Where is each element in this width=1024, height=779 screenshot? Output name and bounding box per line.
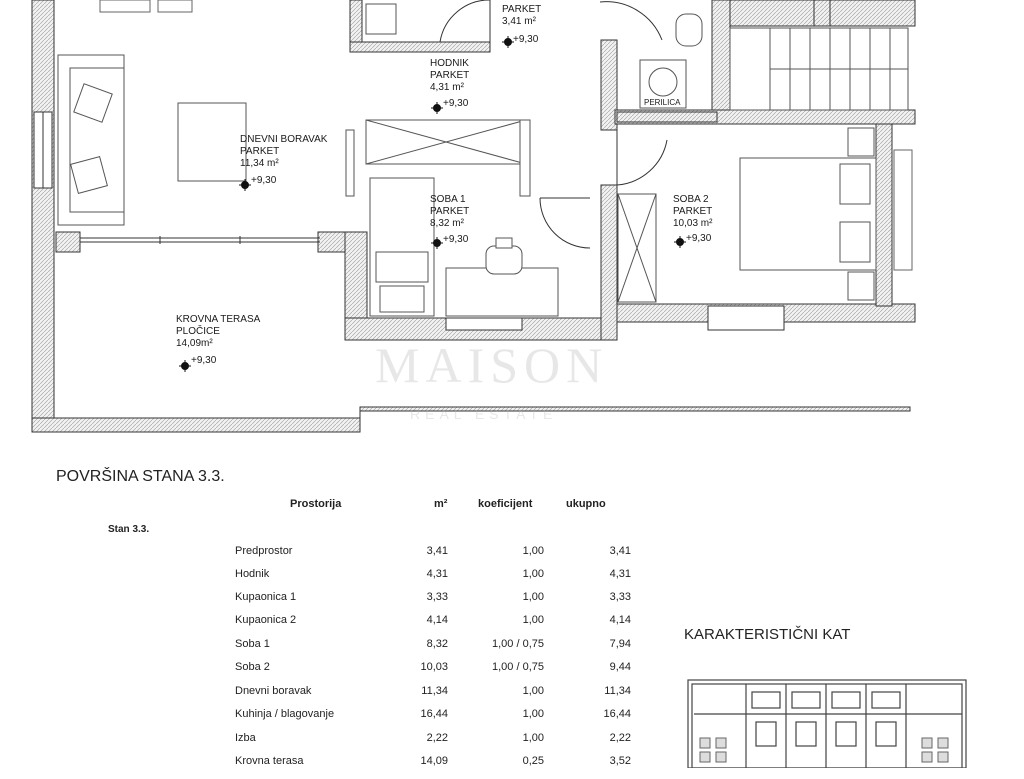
room-dnevni-label: DNEVNI BORAVAK PARKET 11,34 m² xyxy=(240,134,328,169)
coffee-table xyxy=(178,103,246,181)
window-soba1 xyxy=(446,318,522,330)
staircase xyxy=(730,28,908,110)
cell-total: 9,44 xyxy=(609,661,631,673)
wall-soba2-right xyxy=(876,124,892,306)
cell-total: 4,31 xyxy=(609,568,631,580)
window-left xyxy=(34,112,52,188)
col-header-room: Prostorija xyxy=(290,498,342,510)
cell-total: 11,34 xyxy=(604,685,631,697)
sofa xyxy=(58,55,124,225)
cell-total: 3,52 xyxy=(609,755,631,767)
cell-coef: 1,00 / 0,75 xyxy=(492,661,544,673)
wall-bath2 xyxy=(712,0,730,120)
door-hall xyxy=(617,130,667,185)
wall-stair-left xyxy=(814,0,830,26)
col-header-coef: koeficijent xyxy=(478,498,533,510)
room-soba2-level: +9,30 xyxy=(686,233,712,244)
cell-room: Dnevni boravak xyxy=(235,685,312,697)
wall-soba1-soba2 xyxy=(601,185,617,340)
cell-m2: 2,22 xyxy=(426,732,448,744)
desk-soba1 xyxy=(446,268,558,316)
cell-room: Kuhinja / blagovanje xyxy=(235,708,335,720)
cell-m2: 3,33 xyxy=(426,591,448,603)
table-title: POVRŠINA STANA 3.3. xyxy=(56,468,225,485)
cell-m2: 14,09 xyxy=(420,755,448,767)
cell-m2: 8,32 xyxy=(426,638,448,650)
table-row xyxy=(0,638,1024,662)
cell-coef: 0,25 xyxy=(522,755,544,767)
wall-terrace-right-stub xyxy=(318,232,348,252)
cell-coef: 1,00 xyxy=(522,568,544,580)
wall-terrace-left-stub xyxy=(56,232,80,252)
cell-m2: 4,31 xyxy=(426,568,448,580)
room-terasa-label: KROVNA TERASA PLOČICE 14,09m² xyxy=(176,314,261,349)
col-header-total: ukupno xyxy=(566,498,606,510)
room-soba1-level: +9,30 xyxy=(443,234,469,245)
table-row xyxy=(0,568,1024,592)
cell-room: Krovna terasa xyxy=(235,755,304,767)
cell-total: 16,44 xyxy=(603,708,631,720)
table-row xyxy=(0,545,1024,569)
cell-room: Hodnik xyxy=(235,568,270,580)
cell-total: 2,22 xyxy=(609,732,631,744)
cell-room: Izba xyxy=(235,732,256,744)
watermark-subtitle: REAL ESTATE xyxy=(410,406,558,422)
sliding-door-terrace xyxy=(80,236,320,244)
cell-m2: 3,41 xyxy=(426,545,448,557)
room-soba2-label: SOBA 2 PARKET 10,03 m² xyxy=(673,194,713,229)
cell-coef: 1,00 xyxy=(522,732,544,744)
door-predprostor xyxy=(600,2,662,40)
wardrobe-soba2 xyxy=(618,194,656,302)
cell-m2: 11,34 xyxy=(421,685,448,697)
room-hodnik-label: HODNIK PARKET 4,31 m² xyxy=(430,58,470,93)
bed-soba1 xyxy=(370,178,434,316)
bed-soba2 xyxy=(740,128,876,300)
wall-top-bath-bottom xyxy=(350,42,490,52)
door-soba1 xyxy=(540,198,590,248)
watermark-logo: MAISON xyxy=(375,337,609,393)
cell-total: 3,33 xyxy=(609,591,631,603)
table-group-label: Stan 3.3. xyxy=(108,524,150,535)
room-dnevni-level: +9,30 xyxy=(251,175,277,186)
room-soba1-label: SOBA 1 PARKET 8,32 m² xyxy=(430,194,470,229)
room-terasa-level: +9,30 xyxy=(191,355,217,366)
cell-room: Soba 2 xyxy=(235,661,270,673)
cell-total: 4,14 xyxy=(609,614,631,626)
typical-floor-thumbnail xyxy=(686,678,970,768)
wall-kupaonica2-bottom xyxy=(617,112,717,122)
sink-bath1 xyxy=(366,4,396,34)
table-row xyxy=(0,591,1024,615)
chair-soba1 xyxy=(486,238,522,274)
cell-coef: 1,00 xyxy=(522,591,544,603)
table-row xyxy=(0,614,1024,638)
perilica-label: PERILICA xyxy=(644,98,681,107)
cell-total: 7,94 xyxy=(609,638,631,650)
cell-m2: 10,03 xyxy=(420,661,448,673)
cell-m2: 16,44 xyxy=(420,708,448,720)
cell-coef: 1,00 xyxy=(522,708,544,720)
cell-coef: 1,00 / 0,75 xyxy=(492,638,544,650)
room-predprostor-label: PARKET 3,41 m² xyxy=(502,4,542,27)
wall-left xyxy=(32,0,54,425)
col-header-m2: m² xyxy=(434,498,448,510)
window-soba2 xyxy=(708,306,784,330)
cell-room: Kupaonica 1 xyxy=(235,591,297,603)
karakteristicni-title: KARAKTERISTIČNI KAT xyxy=(684,626,851,643)
cell-coef: 1,00 xyxy=(522,614,544,626)
cell-m2: 4,14 xyxy=(426,614,448,626)
door-bath1 xyxy=(440,0,490,42)
cell-room: Predprostor xyxy=(235,545,293,557)
room-predprostor-level: +9,30 xyxy=(513,34,539,45)
room-hodnik-level: +9,30 xyxy=(443,98,469,109)
cell-coef: 1,00 xyxy=(522,545,544,557)
cell-room: Kupaonica 2 xyxy=(235,614,297,626)
cell-room: Soba 1 xyxy=(235,638,270,650)
cell-total: 3,41 xyxy=(609,545,631,557)
tv-unit xyxy=(346,130,354,196)
toilet-bath2 xyxy=(676,14,702,46)
cell-coef: 1,00 xyxy=(522,685,544,697)
